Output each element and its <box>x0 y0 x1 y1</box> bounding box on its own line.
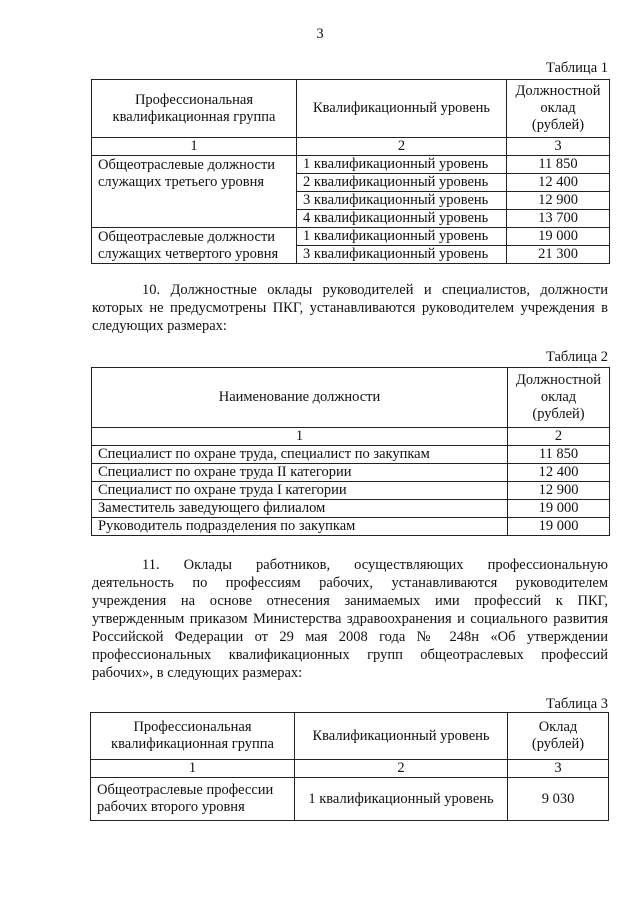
table1-group-name: Общеотраслевые должности служащих третьего уровня <box>92 156 297 228</box>
table1-caption: Таблица 1 <box>545 60 608 76</box>
table2-header-salary: Должностной оклад (рублей) <box>508 368 610 428</box>
table3-header-level: Квалификационный уровень <box>295 713 508 760</box>
table2-caption: Таблица 2 <box>545 349 608 365</box>
table1 <box>91 79 610 264</box>
table3 <box>90 712 609 821</box>
table2-colnum-2: 2 <box>508 428 610 446</box>
table3-level: 1 квалификационный уровень <box>295 778 508 821</box>
table1-level: 3 квалификационный уровень <box>297 192 507 210</box>
table3-salary: 9 030 <box>508 778 609 821</box>
table2-salary: 11 850 <box>508 446 610 464</box>
table1-salary: 19 000 <box>507 228 610 246</box>
table1-header-salary: Должностной оклад (рублей) <box>507 80 610 138</box>
table2-colnum-1: 1 <box>92 428 508 446</box>
table-row <box>92 464 610 482</box>
table1-colnum-1: 1 <box>92 138 297 156</box>
paragraph-11: 11. Оклады работников, осуществляющих профессиональную деятельность по профессиям рабочих, устанавливаются руководителем учреждения на основе отнесения занимаемых ими профессий к ПКГ, утвержденным приказом Министерства здравоохранения и социального развития Российской Федерации от 29 мая 2008 года № 248н «Об утверждении профессиональных квалификационных групп общеотраслевых профессий рабочих», в следующих размерах: <box>92 557 608 681</box>
table1-level: 1 квалификационный уровень <box>297 228 507 246</box>
table1-header-level: Квалификационный уровень <box>297 80 507 138</box>
table1-group-name: Общеотраслевые должности служащих четвертого уровня <box>92 228 297 264</box>
table2-salary: 12 900 <box>508 482 610 500</box>
table2-position: Специалист по охране труда, специалист по закупкам <box>92 446 508 464</box>
table1-salary: 12 400 <box>507 174 610 192</box>
table1-colnum-2: 2 <box>297 138 507 156</box>
table1-header-group: Профессиональная квалификационная группа <box>92 80 297 138</box>
table-row <box>92 156 610 174</box>
table2-position: Заместитель заведующего филиалом <box>92 500 508 518</box>
table3-colnum-1: 1 <box>91 760 295 778</box>
page-number: 3 <box>316 26 324 42</box>
table2 <box>91 367 610 536</box>
table3-colnum-3: 3 <box>508 760 609 778</box>
table2-position: Специалист по охране труда I категории <box>92 482 508 500</box>
table3-caption: Таблица 3 <box>545 696 608 712</box>
table2-salary: 12 400 <box>508 464 610 482</box>
table2-salary: 19 000 <box>508 518 610 536</box>
table-row <box>92 518 610 536</box>
table3-header-salary: Оклад (рублей) <box>508 713 609 760</box>
table-row <box>92 228 610 246</box>
table-row <box>91 778 609 821</box>
table1-salary: 13 700 <box>507 210 610 228</box>
table-row <box>92 500 610 518</box>
table-row <box>92 446 610 464</box>
table1-salary: 11 850 <box>507 156 610 174</box>
table2-salary: 19 000 <box>508 500 610 518</box>
table-row <box>92 482 610 500</box>
table1-level: 1 квалификационный уровень <box>297 156 507 174</box>
table3-group-name: Общеотраслевые профессии рабочих второго уровня <box>91 778 295 821</box>
table3-header-group: Профессиональная квалификационная группа <box>91 713 295 760</box>
table1-salary: 12 900 <box>507 192 610 210</box>
table2-position: Специалист по охране труда II категории <box>92 464 508 482</box>
table1-level: 2 квалификационный уровень <box>297 174 507 192</box>
table1-colnum-3: 3 <box>507 138 610 156</box>
table1-salary: 21 300 <box>507 246 610 264</box>
table1-level: 3 квалификационный уровень <box>297 246 507 264</box>
table2-position: Руководитель подразделения по закупкам <box>92 518 508 536</box>
table2-header-position: Наименование должности <box>92 368 508 428</box>
paragraph-10: 10. Должностные оклады руководителей и специалистов, должности которых не предусмотрены ПКГ, устанавливаются руководителем учреждения в следующих размерах: <box>92 282 608 334</box>
table3-colnum-2: 2 <box>295 760 508 778</box>
table1-level: 4 квалификационный уровень <box>297 210 507 228</box>
